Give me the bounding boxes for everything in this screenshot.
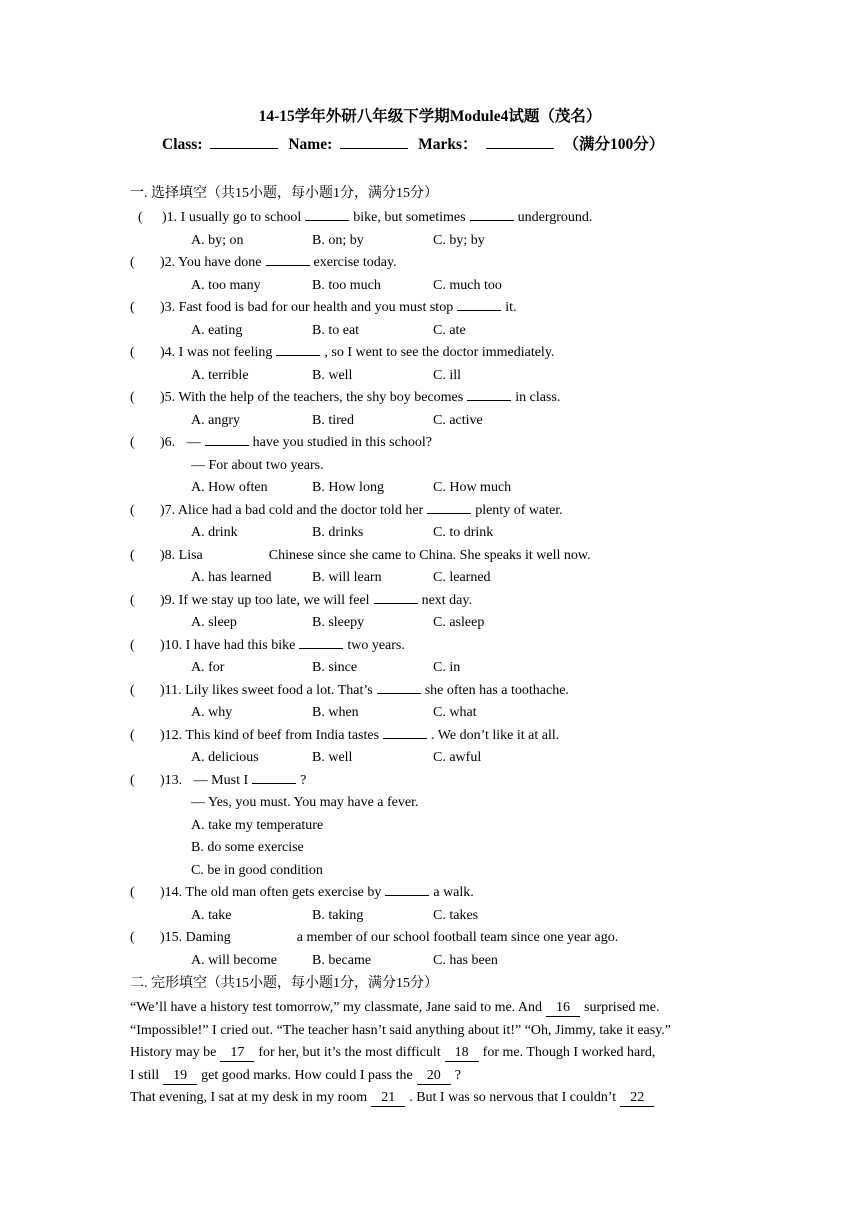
option[interactable]: A. drink <box>191 525 238 540</box>
cloze-blank[interactable]: 18 <box>445 1045 479 1062</box>
question-text: The old man often gets exercise by <box>185 885 382 900</box>
option[interactable]: C. takes <box>433 907 479 923</box>
question-text: — Must I <box>193 772 249 788</box>
options-row <box>191 523 554 543</box>
answer-blank[interactable] <box>377 681 421 694</box>
question-text: she often has a toothache. <box>424 682 569 698</box>
cloze-blank[interactable]: 20 <box>417 1068 451 1085</box>
options-row <box>191 748 554 768</box>
option[interactable]: A. How often <box>191 480 268 495</box>
question-text: This kind of beef from India tastes <box>185 727 380 743</box>
passage-text: surprised me. <box>584 1000 660 1015</box>
options-row <box>191 658 554 678</box>
option[interactable]: C. learned <box>433 570 491 585</box>
passage-text: History may be <box>130 1045 217 1060</box>
question-text: Lily likes sweet food a lot. That’s <box>185 682 373 698</box>
option[interactable]: B. since <box>312 660 358 675</box>
question-1 <box>130 208 592 228</box>
passage-text: “Impossible!” I cried out. “The teacher hasn’t said anything about it!” “Oh, Jimmy, take it easy.” <box>130 1022 672 1038</box>
page-title: 14-15学年外研八年级下学期Module4试题（茂名） <box>258 108 602 125</box>
question-number: )11. <box>160 682 186 698</box>
option[interactable]: C. awful <box>433 750 482 765</box>
option[interactable]: C. in <box>433 660 461 675</box>
option[interactable]: C. How much <box>433 480 512 495</box>
option[interactable]: B. How long <box>312 480 384 495</box>
question-12 <box>130 726 559 746</box>
option[interactable]: A. take <box>191 907 232 923</box>
question-number: )3. <box>160 300 179 315</box>
answer-blank[interactable] <box>305 208 349 221</box>
options-row <box>191 951 554 971</box>
passage-text: “We’ll have a history test tomorrow,” my classmate, Jane said to me. And <box>130 1000 543 1015</box>
name-label: Name: <box>288 136 333 153</box>
question-4 <box>130 343 554 363</box>
cloze-blank[interactable]: 16 <box>546 1000 580 1017</box>
question-text: — <box>186 435 201 450</box>
option[interactable]: C. has been <box>433 952 498 968</box>
question-text: have you studied in this school? <box>252 435 432 450</box>
option[interactable]: C. active <box>433 412 483 428</box>
answer-paren[interactable]: ( <box>130 502 135 518</box>
option[interactable]: C. to drink <box>433 525 494 540</box>
options-row <box>191 703 554 723</box>
answer-blank[interactable] <box>205 433 249 446</box>
option[interactable]: A. why <box>191 705 233 720</box>
question-text: plenty of water. <box>475 502 563 518</box>
answer-paren[interactable]: ( <box>130 930 135 945</box>
question-number: )10. <box>160 637 186 653</box>
question-14 <box>130 883 474 903</box>
question-text: Chinese since she came to China. She speaks it well now. <box>268 547 591 563</box>
class-blank[interactable] <box>210 134 278 149</box>
question-text: Fast food is bad for our health and you must stop <box>178 300 454 315</box>
question-number: )13. <box>160 772 186 788</box>
option[interactable]: C. much too <box>433 277 502 293</box>
answer-paren[interactable]: ( <box>138 210 143 225</box>
passage-text: That evening, I sat at my desk in my room <box>130 1090 368 1105</box>
question-text: next day. <box>421 592 472 608</box>
passage-line <box>130 1042 734 1065</box>
option[interactable]: A. sleep <box>191 615 237 630</box>
passage-line <box>130 1020 734 1043</box>
question-text: two years. <box>347 637 405 653</box>
question-text: With the help of the teachers, the shy boy becomes <box>178 390 464 405</box>
passage-text: . But I was so nervous that I couldn’t <box>409 1090 617 1105</box>
option[interactable]: C. ill <box>433 367 462 383</box>
options-row <box>191 321 554 341</box>
options-row <box>191 568 554 588</box>
question-11 <box>130 681 569 701</box>
question-text: a walk. <box>433 885 474 900</box>
option[interactable]: C. ate <box>433 322 466 338</box>
answer-blank[interactable] <box>276 343 320 356</box>
option[interactable]: B. sleepy <box>312 615 365 630</box>
option[interactable]: A. by; on <box>191 232 244 248</box>
answer-blank[interactable] <box>299 636 343 649</box>
answer-blank[interactable] <box>467 388 511 401</box>
question-number: )8. <box>160 547 179 563</box>
answer-paren[interactable]: ( <box>130 772 135 788</box>
option[interactable]: C. be in good condition <box>191 862 323 878</box>
question-number: )6. <box>160 435 179 450</box>
option[interactable]: B. drinks <box>312 525 364 540</box>
passage-text: get good marks. How could I pass the <box>201 1067 413 1083</box>
answer-blank[interactable] <box>427 501 471 514</box>
passage-text: ? <box>454 1067 461 1083</box>
marks-blank[interactable] <box>486 134 554 149</box>
question-text: You have done <box>178 255 262 270</box>
answer-paren[interactable]: ( <box>130 300 135 315</box>
question-text: Alice had a bad cold and the doctor told her <box>177 502 424 518</box>
name-blank[interactable] <box>340 134 408 149</box>
options-row <box>191 366 554 386</box>
question-number: )7. <box>160 502 178 518</box>
cloze-blank[interactable]: 19 <box>163 1068 197 1085</box>
option[interactable]: B. on; by <box>312 232 364 248</box>
answer-paren[interactable]: ( <box>130 592 135 608</box>
option[interactable]: C. what <box>433 705 477 720</box>
question-text: If we stay up too late, we will feel <box>178 592 370 608</box>
option[interactable]: B. taking <box>312 907 364 923</box>
passage-text: I still <box>130 1067 160 1083</box>
question-text: I have had this bike <box>185 637 296 653</box>
option[interactable]: B. tired <box>312 412 354 428</box>
option[interactable]: B. when <box>312 705 359 720</box>
question-number: )14. <box>160 885 186 900</box>
answer-paren[interactable]: ( <box>130 637 135 653</box>
section1-heading: 一. 选择填空（共15小题，每小题1分，满分15分） <box>130 186 438 201</box>
question-text: ? <box>300 772 307 788</box>
question-text: I usually go to school <box>180 210 302 225</box>
question-number: )4. <box>160 345 179 360</box>
question-10 <box>130 636 405 656</box>
dialogue-reply: — For about two years. <box>191 457 324 473</box>
option[interactable]: B. too much <box>312 277 381 293</box>
answer-paren[interactable]: ( <box>130 435 135 450</box>
option[interactable]: B. will learn <box>312 570 382 585</box>
question-number: )9. <box>160 592 179 608</box>
question-9 <box>130 591 472 611</box>
answer-blank[interactable] <box>252 771 296 784</box>
question-13 <box>130 771 306 791</box>
question-text: Daming <box>185 930 231 945</box>
option[interactable]: A. terrible <box>191 367 249 383</box>
option[interactable]: B. well <box>312 750 353 765</box>
answer-blank[interactable] <box>457 298 501 311</box>
options-row <box>191 231 554 251</box>
section2-heading: 二. 完形填空（共15小题，每小题1分，满分15分） <box>130 976 438 991</box>
passage-line <box>130 1087 734 1110</box>
answer-paren[interactable]: ( <box>130 727 135 743</box>
question-text: . We don’t like it at all. <box>431 727 560 743</box>
option[interactable]: A. delicious <box>191 750 259 765</box>
option[interactable]: A. angry <box>191 412 240 428</box>
answer-blank[interactable] <box>374 591 418 604</box>
question-2 <box>130 253 397 273</box>
class-label: Class: <box>162 136 203 153</box>
answer-blank[interactable] <box>383 726 427 739</box>
question-text: exercise today. <box>313 255 397 270</box>
passage-text: for me. Though I worked hard, <box>482 1045 656 1060</box>
student-info-line <box>162 134 664 156</box>
marks-label: Marks： <box>418 136 478 153</box>
answer-paren[interactable]: ( <box>130 682 135 698</box>
cloze-blank[interactable]: 21 <box>371 1090 405 1107</box>
option[interactable]: B. do some exercise <box>191 840 304 855</box>
option[interactable]: A. too many <box>191 277 261 293</box>
answer-paren[interactable]: ( <box>130 345 135 360</box>
dialogue-reply: — Yes, you must. You may have a fever. <box>191 795 419 810</box>
full-score-note: （满分100分） <box>563 136 665 153</box>
option[interactable]: A. take my temperature <box>191 817 324 833</box>
question-text: bike, but sometimes <box>353 210 466 225</box>
question-number: )15. <box>160 930 186 945</box>
option[interactable]: B. to eat <box>312 322 360 338</box>
question-8 <box>130 546 591 566</box>
answer-paren[interactable]: ( <box>130 547 135 563</box>
option[interactable]: B. well <box>312 367 353 383</box>
question-text: , so I went to see the doctor immediately. <box>324 345 555 360</box>
cloze-blank[interactable]: 22 <box>620 1090 654 1107</box>
answer-paren[interactable]: ( <box>130 255 135 270</box>
options-row <box>191 613 554 633</box>
option[interactable]: B. became <box>312 952 372 968</box>
answer-paren[interactable]: ( <box>130 390 135 405</box>
option[interactable]: A. will become <box>191 952 277 968</box>
question-text: a member of our school football team since one year ago. <box>296 930 619 945</box>
option[interactable]: C. asleep <box>433 615 485 630</box>
options-row <box>191 411 554 431</box>
question-text: in class. <box>515 390 561 405</box>
question-number: )12. <box>160 727 186 743</box>
question-number: )5. <box>160 390 179 405</box>
options-row <box>191 906 554 926</box>
option[interactable]: A. eating <box>191 322 243 338</box>
options-row <box>191 276 554 296</box>
question-3 <box>130 298 516 318</box>
cloze-blank[interactable]: 17 <box>220 1045 254 1062</box>
passage-line <box>130 997 734 1020</box>
option[interactable]: A. for <box>191 660 225 675</box>
answer-blank[interactable] <box>266 253 310 266</box>
question-number: )1. <box>162 210 181 225</box>
option[interactable]: C. by; by <box>433 232 485 248</box>
question-text: Lisa <box>178 547 203 563</box>
question-6 <box>130 433 432 453</box>
question-15 <box>130 928 618 948</box>
question-text: it. <box>505 300 517 315</box>
passage-line <box>130 1065 734 1088</box>
options-row <box>191 478 554 498</box>
answer-blank[interactable] <box>385 883 429 896</box>
question-5 <box>130 388 560 408</box>
question-text: I was not feeling <box>178 345 273 360</box>
answer-blank[interactable] <box>470 208 514 221</box>
question-7 <box>130 501 563 521</box>
question-text: underground. <box>517 210 593 225</box>
question-number: )2. <box>160 255 179 270</box>
option[interactable]: A. has learned <box>191 570 272 585</box>
passage-text: for her, but it’s the most difficult <box>258 1045 441 1060</box>
answer-paren[interactable]: ( <box>130 885 135 900</box>
